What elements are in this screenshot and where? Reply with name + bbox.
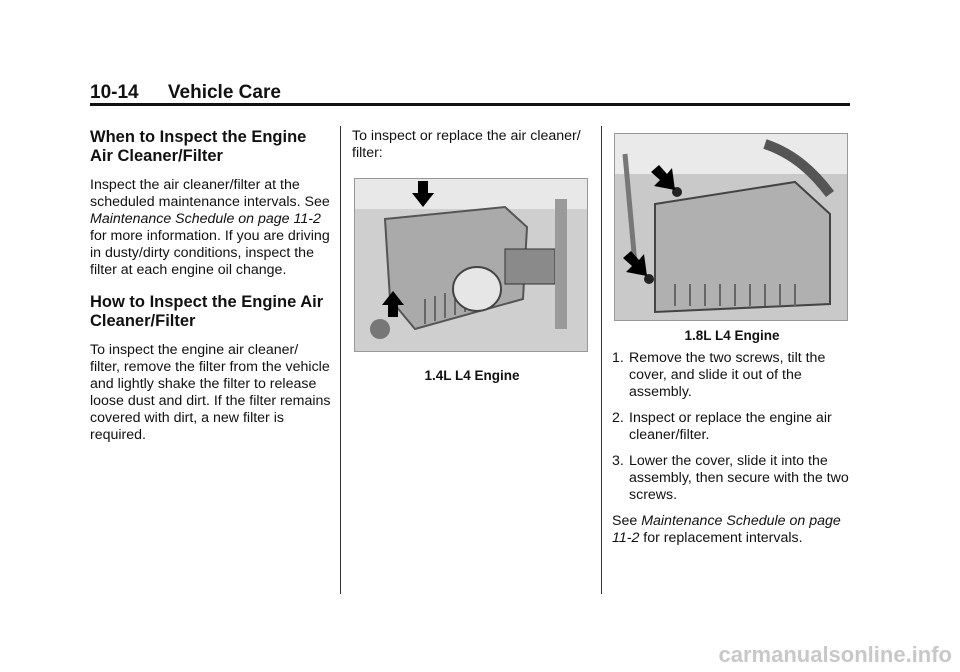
engine-14l-figure <box>354 178 588 352</box>
paragraph-text: See <box>612 513 642 529</box>
watermark: carmanualsonline.info <box>718 642 952 667</box>
step-text: Inspect or replace the engine air cleaner/filter. <box>629 410 832 443</box>
header-rule <box>90 103 850 106</box>
page-number: 10-14 <box>90 82 139 103</box>
heading-how-to-inspect: How to Inspect the Engine Air Cleaner/Filter <box>90 293 324 330</box>
step-number: 1. <box>612 350 624 366</box>
engine-18l-figure <box>614 133 848 321</box>
column-2 <box>352 128 592 170</box>
step-text: Lower the cover, slide it into the assembly, then secure with the two screws. <box>629 453 849 503</box>
intro-text: To inspect or replace the air cleaner/ filter: <box>352 128 581 161</box>
paragraph-text: Inspect the air cleaner/filter at the scheduled maintenance intervals. See <box>90 177 330 210</box>
step-number: 3. <box>612 453 624 469</box>
paragraph-when-to-inspect <box>90 177 332 279</box>
figure-caption-18l: 1.8L L4 Engine <box>684 328 780 343</box>
list-item <box>612 350 852 401</box>
section-title: Vehicle Care <box>167 82 281 103</box>
paragraph-text: for replacement intervals. <box>639 530 803 546</box>
maintenance-schedule-link[interactable]: Maintenance Schedule on page 11-2 <box>90 211 321 227</box>
step-number: 2. <box>612 410 624 426</box>
maintenance-schedule-link[interactable]: Maintenance Schedule on page 11-2 <box>612 513 841 546</box>
steps-list <box>612 350 852 504</box>
heading-when-to-inspect: When to Inspect the Engine Air Cleaner/Filter <box>90 128 307 165</box>
page-header <box>90 82 281 104</box>
column-3-steps <box>612 350 852 555</box>
column-divider-1 <box>340 126 341 594</box>
column-1 <box>90 128 332 452</box>
list-item <box>612 410 852 444</box>
replacement-intervals-text <box>612 513 852 547</box>
figure-caption-14l: 1.4L L4 Engine <box>424 368 520 383</box>
list-item <box>612 453 852 504</box>
paragraph-how-to-inspect: To inspect the engine air cleaner/ filter, remove the filter from the vehicle and lightly shake the filter to release loose dust and dirt. If the filter remains covered with dirt, a new filter is required. <box>90 342 331 443</box>
step-text: Remove the two screws, tilt the cover, and slide it out of the assembly. <box>629 350 826 400</box>
column-divider-2 <box>601 126 602 594</box>
paragraph-text: for more information. If you are driving in dusty/dirty conditions, inspect the filter at each engine oil change. <box>90 228 330 278</box>
